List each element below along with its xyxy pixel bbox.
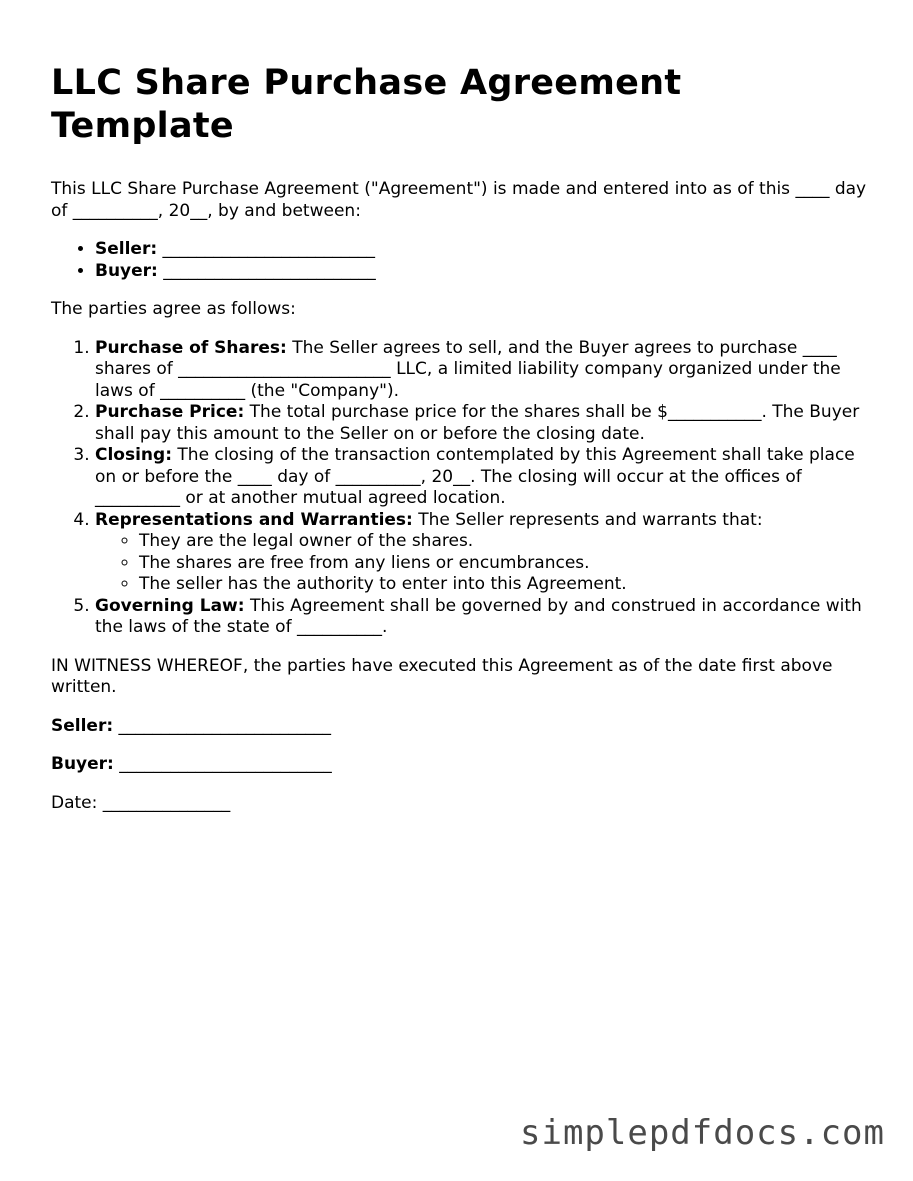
- term-heading: Purchase of Shares:: [95, 337, 287, 358]
- agree-text: The parties agree as follows:: [51, 299, 296, 319]
- term-text: The closing of the transaction contemplated by this Agreement shall take place on or before the ____ day of __________, 20__. The closing will occur at the offices of __________ or at another mutual agreed location.: [95, 445, 855, 508]
- document-page: [51, 62, 871, 831]
- watermark: simplepdfdocs.com: [520, 1113, 885, 1153]
- term-closing: [95, 445, 871, 510]
- term-governing-law: [95, 596, 871, 639]
- parties-list: [51, 239, 871, 282]
- term-purchase-of-shares: [95, 338, 871, 403]
- term-representations: [95, 510, 871, 596]
- seller-signature-blank: _________________________: [113, 715, 332, 736]
- term-purchase-price: [95, 402, 871, 445]
- term-text: The Seller agrees to sell, and the Buyer agrees to purchase ____ shares of _________________________ LLC, a limited liability company organized under the laws of __________ (the "Company").: [95, 337, 841, 401]
- seller-signature-label: Seller:: [51, 715, 114, 736]
- warranty-item: ◦ The seller has the authority to enter into this Agreement.: [139, 574, 871, 596]
- party-seller-blank: _________________________: [157, 239, 376, 259]
- party-buyer-label: Buyer:: [95, 260, 158, 281]
- document-title: LLC Share Purchase Agreement Template: [51, 63, 682, 146]
- buyer-signature-line: [51, 754, 871, 776]
- term-text: This Agreement shall be governed by and construed in accordance with the laws of the state of __________.: [95, 595, 862, 637]
- term-heading: Representations and Warranties:: [95, 509, 413, 530]
- warranty-item: ◦ The shares are free from any liens or encumbrances.: [139, 553, 871, 575]
- term-heading: Closing:: [95, 445, 172, 465]
- warranties-list: [95, 531, 871, 596]
- party-seller: [95, 239, 871, 261]
- party-buyer: [95, 261, 871, 283]
- term-heading: Purchase Price:: [95, 402, 245, 422]
- witness-paragraph: IN WITNESS WHEREOF, the parties have executed this Agreement as of the date first above written.: [51, 655, 833, 697]
- terms-list: [51, 338, 871, 639]
- warranty-item: ◦ They are the legal owner of the shares.: [139, 531, 871, 553]
- party-seller-label: Seller:: [95, 239, 158, 259]
- buyer-signature-blank: _________________________: [113, 754, 332, 774]
- term-text: The total purchase price for the shares shall be $___________. The Buyer shall pay this amount to the Seller on or before the closing date.: [95, 402, 860, 444]
- term-heading: Governing Law:: [95, 595, 245, 616]
- party-buyer-blank: _________________________: [157, 260, 376, 281]
- seller-signature-line: [51, 716, 871, 738]
- term-text: The Seller represents and warrants that:: [412, 509, 763, 530]
- intro-paragraph: This LLC Share Purchase Agreement ("Agreement") is made and entered into as of this ____ day of __________, 20__, by and between:: [51, 179, 867, 221]
- buyer-signature-label: Buyer:: [51, 754, 114, 774]
- date-line: Date: _______________: [51, 792, 231, 813]
